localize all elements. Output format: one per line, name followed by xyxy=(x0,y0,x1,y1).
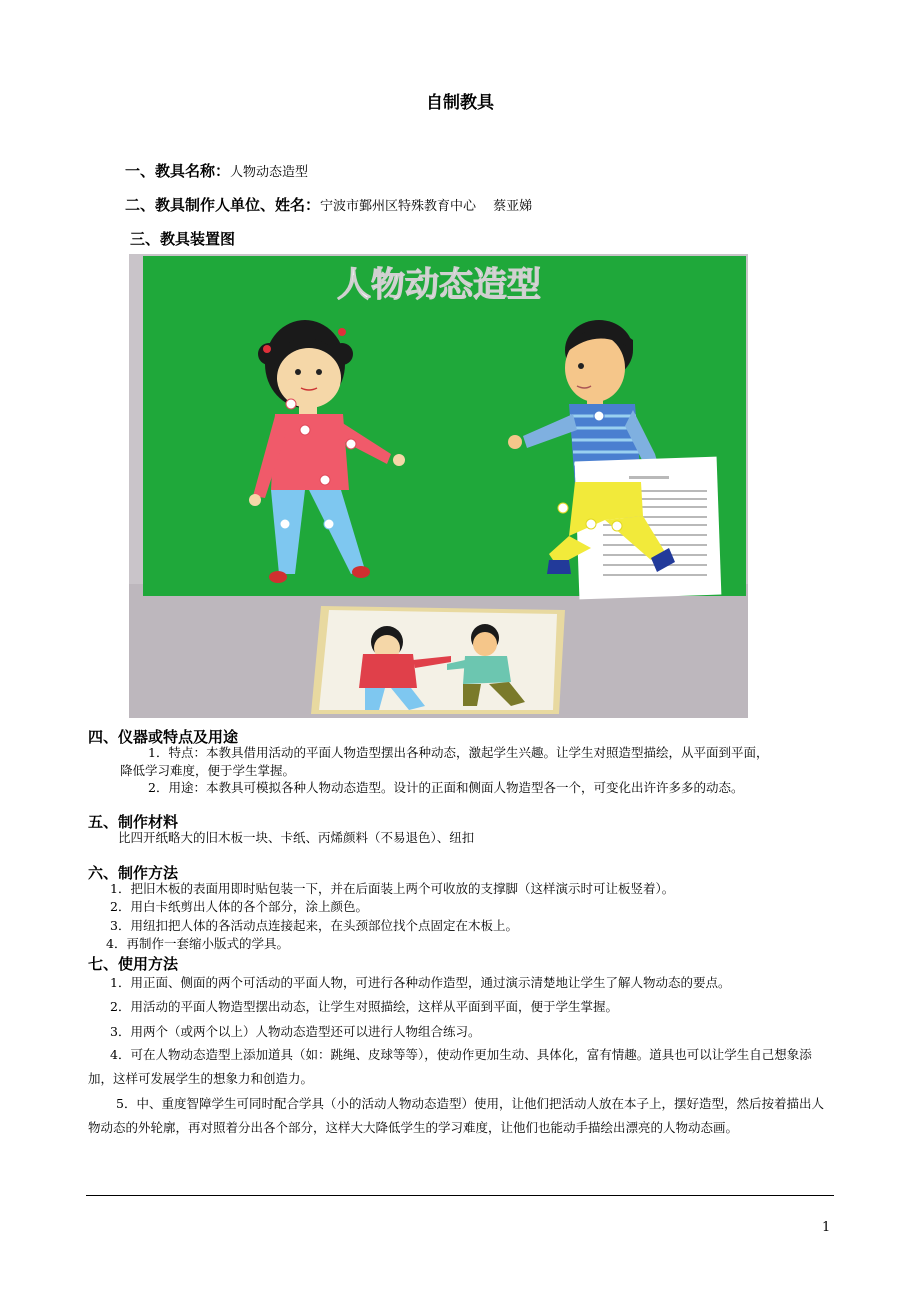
page-number: 1 xyxy=(822,1220,831,1235)
section6-step: 3．用纽扣把人体的各活动点连接起来，在头颈部位找个点固定在木板上。 xyxy=(110,918,518,933)
section4-heading: 四、仪器或特点及用途 xyxy=(88,728,239,746)
section7-item: 1．用正面、侧面的两个可活动的平面人物，可进行各种动作造型，通过演示清楚地让学生了解人物动态的要点。 xyxy=(110,975,731,990)
section2-heading: 二、教具制作人单位、姓名： xyxy=(125,196,321,214)
board-title: 人物动态造型 xyxy=(337,265,541,305)
teaching-aid-illustration xyxy=(129,254,748,718)
small-kit-board xyxy=(311,606,565,714)
section7-item: 2．用活动的平面人物造型摆出动态，让学生对照描绘，这样从平面到平面，便于学生掌握。 xyxy=(110,999,618,1014)
section6-heading: 六、制作方法 xyxy=(88,864,179,882)
section6-step: 1．把旧木板的表面用即时贴包装一下，并在后面装上两个可收放的支撑脚（这样演示时可让板竖着）。 xyxy=(110,881,675,896)
section-maker xyxy=(125,194,532,215)
section7-item: 3．用两个（或两个以上）人物动态造型还可以进行人物组合练习。 xyxy=(110,1024,481,1039)
section5-text: 比四开纸略大的旧木板一块、卡纸、丙烯颜料（不易退色）、纽扣 xyxy=(118,830,475,845)
section4-item1-line1: 1．特点：本教具借用活动的平面人物造型摆出各种动态，激起学生兴趣。让学生对照造型描绘，从平面到平面， xyxy=(148,745,769,760)
section7-heading: 七、使用方法 xyxy=(88,955,179,973)
teaching-aid-photo xyxy=(129,254,748,718)
section3-heading: 三、教具装置图 xyxy=(130,230,236,248)
section2-value: 宁波市鄞州区特殊教育中心 蔡亚娣 xyxy=(320,199,533,214)
section4-item1-line2: 降低学习难度，便于学生掌握。 xyxy=(120,763,296,778)
section4-item2: 2．用途：本教具可模拟各种人物动态造型。设计的正面和侧面人物造型各一个，可变化出许许多多的动态。 xyxy=(148,780,744,795)
section1-heading: 一、教具名称： xyxy=(125,162,231,180)
section7-item: 5．中、重度智障学生可同时配合学具（小的活动人物动态造型）使用，让他们把活动人放在本子上，摆好造型，然后按着描出人物动态的外轮廓，再对照着分出各个部分，这样大大降低学生的学习难度，让他们也能动手描绘出漂亮的人物动态画。 xyxy=(88,1096,824,1135)
section-teaching-aid-name xyxy=(125,160,308,181)
section1-value: 人物动态造型 xyxy=(230,165,309,180)
section5-heading: 五、制作材料 xyxy=(88,813,179,831)
footer-rule xyxy=(86,1195,834,1196)
section6-step: 4．再制作一套缩小版式的学具。 xyxy=(106,936,289,951)
section7-item: 4．可在人物动态造型上添加道具（如：跳绳、皮球等等），使动作更加生动、具体化，富有情趣。道具也可以让学生自己想象添加，这样可发展学生的想象力和创造力。 xyxy=(88,1047,812,1086)
section6-step: 2．用白卡纸剪出人体的各个部分，涂上颜色。 xyxy=(110,899,368,914)
page-title: 自制教具 xyxy=(426,93,494,113)
